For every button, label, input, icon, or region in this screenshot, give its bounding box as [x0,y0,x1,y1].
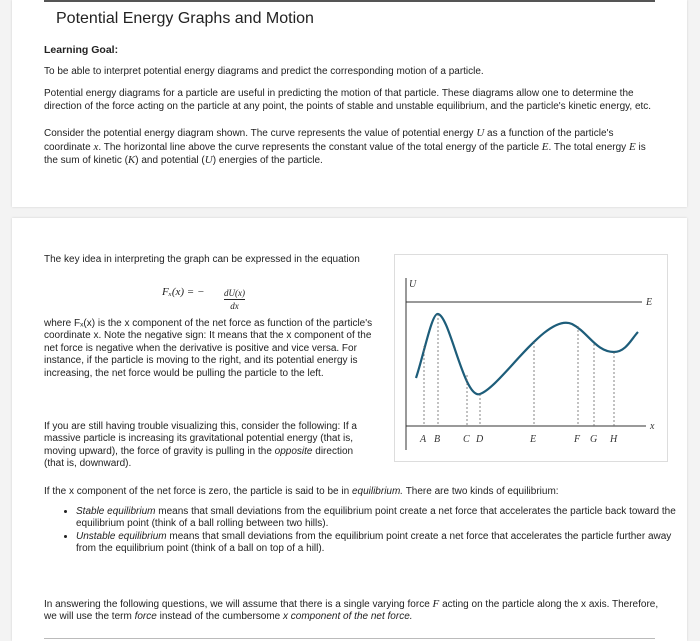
where-text: where Fₓ(x) is the x component of the net force as function of the particle's coordinate x. Note the negative sign: It means that the x component of the net force is negative when the derivative is positive and vice versa. For instance, if the particle is moving to the right, and its potential energy is increasing, the net force would be pulling the particle to the left. [44,318,373,379]
intro-card [12,0,687,207]
y-axis-label: U [409,279,417,290]
graph-frame [395,255,668,462]
point-label-c: C [463,434,470,445]
final-text: In answering the following questions, we will assume that there is a single varying force F acting on the particle along the x axis. Therefore, we will use the term force instead of the cumbersome x component of the net force. [44,598,659,623]
equation-fraction [224,288,245,311]
point-label-d: D [476,434,484,445]
goal-text: To be able to interpret potential energy diagrams and predict the corresponding motion of a particle. [44,66,484,77]
title-rule [44,0,655,2]
equation-lhs: Fₓ(x) = − [162,286,205,298]
intro-paragraph-1: Potential energy diagrams for a particle are useful in predicting the motion of that particle. These diagrams allow one to determine the direction of the force acting on the particle at any point, the points of stable and unstable equilibrium, and the particle's kinetic energy, etc. [44,88,652,112]
list-item: • Stable equilibrium means that small deviations from the equilibrium point create a net force that accelerates the particle back toward the equilibrium point (think of a ball rolling between two hills). [76,506,676,531]
fraction-bar [224,299,245,300]
page-title: Potential Energy Graphs and Motion [56,10,314,27]
bottom-rule [44,638,655,639]
x-axis-label: x [650,421,655,432]
equilibrium-text: If the x component of the net force is zero, the particle is said to be in equilibrium. There are two kinds of equilibrium: [44,486,559,497]
point-label-h: H [610,434,618,445]
point-label-f: F [574,434,581,445]
potential-energy-graph [394,254,668,462]
point-label-b: B [434,434,441,445]
total-energy-label: E [646,297,653,308]
visualize-text: If you are still having trouble visualizing this, consider the following: If a massive particle is increasing its gravitational potential energy (that is, moving upward), the force of gravity is pulling in the opposite direction (that is, downward). [44,421,357,470]
goal-label: Learning Goal: [44,44,119,56]
point-label-a: A [420,434,427,445]
equation-numerator: dU(x) [224,288,245,298]
list-item: • Unstable equilibrium means that small deviations from the equilibrium point create a net force that accelerates the particle further away from the equilibrium point (think of a ball on top of a hill). [76,531,676,556]
point-label-g: G [590,434,598,445]
equilibrium-list [44,506,676,556]
content-card [12,218,687,641]
intro-paragraph-2: Consider the potential energy diagram shown. The curve represents the value of potential energy U as a function of the particle's coordinate x. The horizontal line above the curve represents the constant value of the total energy of the particle E. The total energy E is the sum of kinetic (K) and potential (U) energies of the particle. [44,127,646,167]
equation-denominator: dx [230,301,239,311]
key-idea-text: The key idea in interpreting the graph can be expressed in the equation [44,254,360,265]
point-label-e: E [530,434,537,445]
